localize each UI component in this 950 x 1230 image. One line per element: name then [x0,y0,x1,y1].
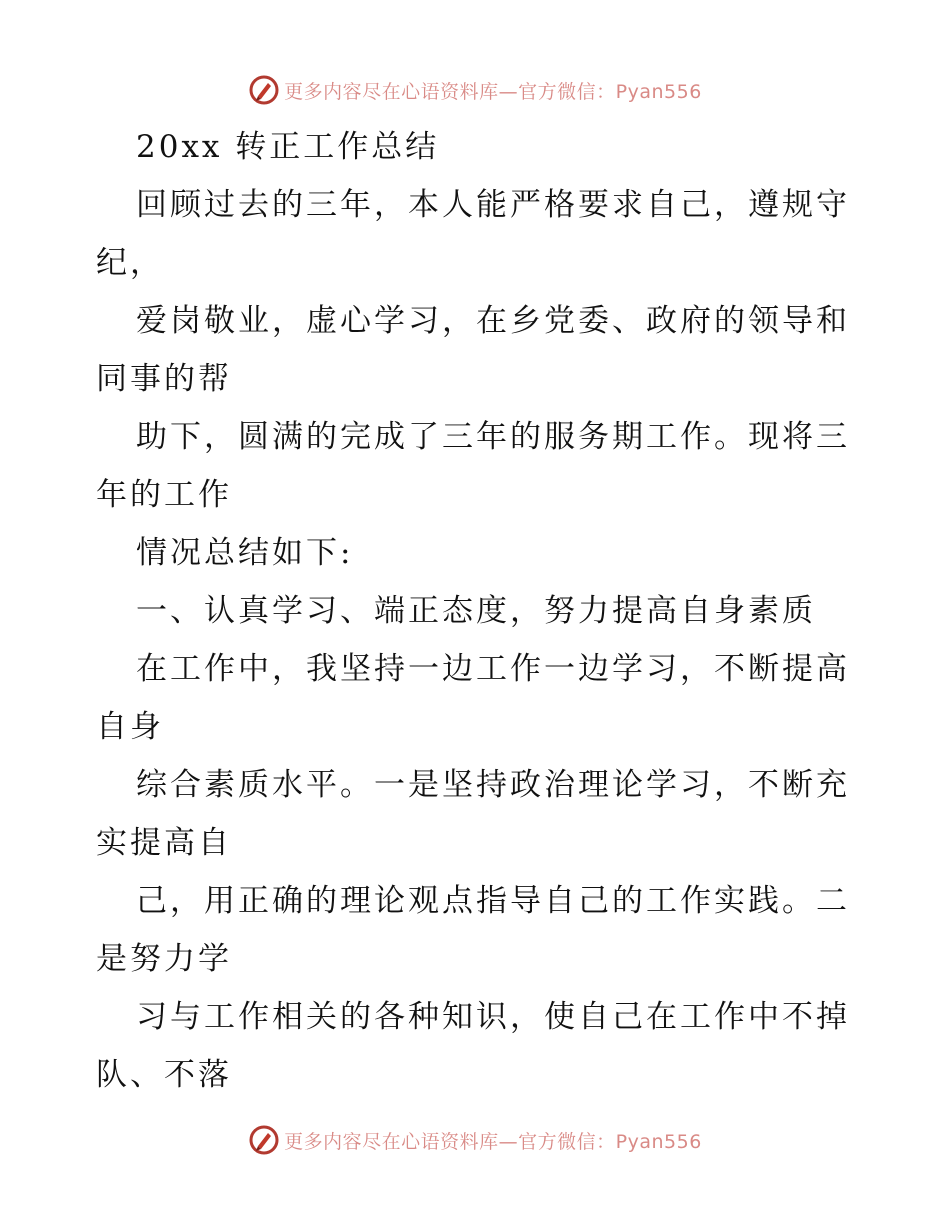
text-line: 20xx 转正工作总结 [136,129,440,165]
text-line: 在工作中，我坚持一边工作一边学习，不断提高 [136,651,850,687]
watermark-text: 更多内容尽在心语资料库—官方微信：Pyan556 [284,1130,702,1153]
text-line: 爱岗敬业，虚心学习，在乡党委、政府的领导和 [136,303,850,339]
header-watermark [0,70,950,110]
text-line: 情况总结如下: [136,535,354,571]
text-line: 习与工作相关的各种知识，使自己在工作中不掉 [136,999,850,1035]
document-body [96,118,856,1104]
footer-watermark [0,1120,950,1160]
text-line: 综合素质水平。一是坚持政治理论学习，不断充 [136,767,850,803]
text-line: 己，用正确的理论观点指导自己的工作实践。二 [136,883,850,919]
text-line: 年的工作 [96,477,232,513]
text-line: 纪， [96,245,164,281]
text-line: 实提高自 [96,825,232,861]
watermark-text: 更多内容尽在心语资料库—官方微信：Pyan556 [284,80,702,103]
text-line: 队、不落 [96,1057,232,1093]
text-line: 是努力学 [96,941,232,977]
pen-logo-icon [248,1124,280,1156]
text-line: 自身 [96,709,164,745]
pen-logo-icon [248,74,280,106]
text-line: 回顾过去的三年，本人能严格要求自己，遵规守 [136,187,850,223]
text-line: 一、认真学习、端正态度，努力提高自身素质 [136,593,816,629]
text-line: 同事的帮 [96,361,232,397]
text-line: 助下，圆满的完成了三年的服务期工作。现将三 [136,419,850,455]
